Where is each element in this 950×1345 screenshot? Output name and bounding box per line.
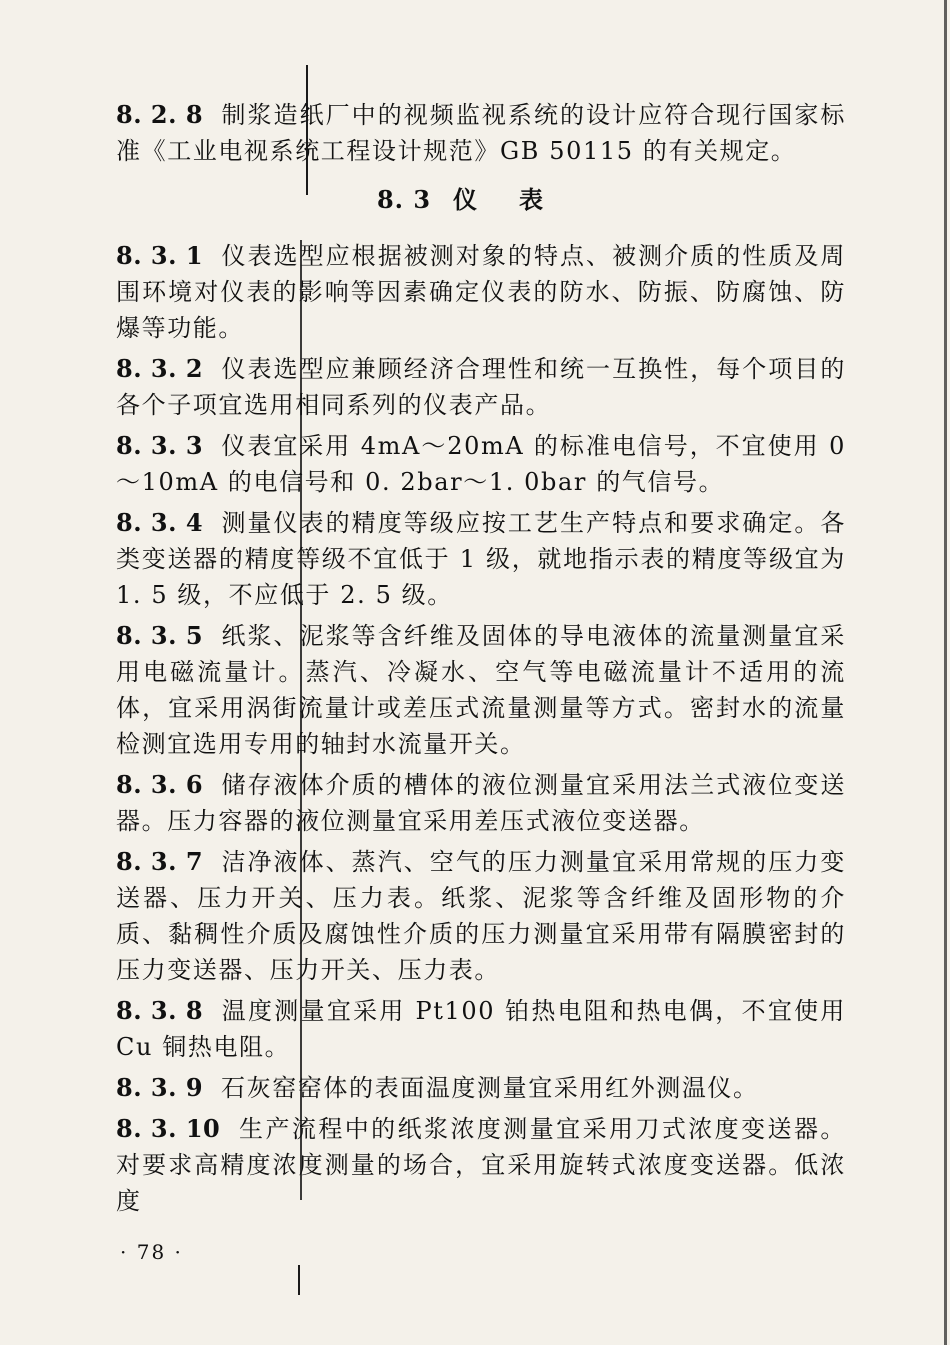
clause-8-3-1 (116, 238, 846, 346)
section-title: 仪表 (453, 185, 586, 214)
clause-8-2-8 (116, 97, 846, 169)
scan-fold-line-bottom (298, 1265, 300, 1295)
clause-number: 8. 2. 8 (116, 100, 204, 129)
page-number: · 78 · (120, 1240, 183, 1264)
clause-8-3-9 (116, 1070, 846, 1106)
clause-number: 8. 3. 5 (116, 621, 204, 650)
clause-number: 8. 3. 6 (116, 770, 204, 799)
clause-8-3-4 (116, 505, 846, 613)
clause-8-3-6 (116, 767, 846, 839)
clause-number: 8. 3. 3 (116, 431, 204, 460)
clause-text: 石灰窑窑体的表面温度测量宜采用红外测温仪。 (221, 1074, 759, 1102)
clause-text: 储存液体介质的槽体的液位测量宜采用法兰式液位变送器。压力容器的液位测量宜采用差压式液位变送器。 (116, 771, 846, 835)
clause-8-3-8 (116, 993, 846, 1065)
clause-text: 仪表选型应兼顾经济合理性和统一互换性，每个项目的各个子项宜选用相同系列的仪表产品。 (116, 355, 846, 419)
clause-number: 8. 3. 10 (116, 1114, 221, 1143)
section-heading (116, 182, 846, 218)
clause-text: 仪表选型应根据被测对象的特点、被测介质的性质及周围环境对仪表的影响等因素确定仪表的防水、防振、防腐蚀、防爆等功能。 (116, 242, 846, 342)
clause-number: 8. 3. 1 (116, 241, 204, 270)
clause-text: 洁净液体、蒸汽、空气的压力测量宜采用常规的压力变送器、压力开关、压力表。纸浆、泥浆等含纤维及固形物的介质、黏稠性介质及腐蚀性介质的压力测量宜采用带有隔膜密封的压力变送器、压力开关、压力表。 (116, 848, 846, 984)
clause-8-3-10 (116, 1111, 846, 1219)
clause-text: 生产流程中的纸浆浓度测量宜采用刀式浓度变送器。对要求高精度浓度测量的场合，宜采用旋转式浓度变送器。低浓度 (116, 1115, 846, 1215)
clause-number: 8. 3. 7 (116, 847, 204, 876)
page-right-edge (944, 0, 947, 1345)
clause-number: 8. 3. 8 (116, 996, 204, 1025)
clause-8-3-5 (116, 618, 846, 762)
clause-text: 纸浆、泥浆等含纤维及固体的导电液体的流量测量宜采用电磁流量计。蒸汽、冷凝水、空气等电磁流量计不适用的流体，宜采用涡街流量计或差压式流量测量等方式。密封水的流量检测宜选用专用的轴封水流量开关。 (116, 622, 846, 758)
clause-text: 制浆造纸厂中的视频监视系统的设计应符合现行国家标准《工业电视系统工程设计规范》GB 50115 的有关规定。 (116, 101, 846, 165)
document-body (116, 97, 846, 1224)
clause-8-3-2 (116, 351, 846, 423)
clause-text: 仪表宜采用 4mA～20mA 的标准电信号，不宜使用 0～10mA 的电信号和 0. 2bar～1. 0bar 的气信号。 (116, 432, 846, 496)
clause-8-3-3 (116, 428, 846, 500)
section-number: 8. 3 (376, 185, 432, 214)
clause-text: 测量仪表的精度等级应按工艺生产特点和要求确定。各类变送器的精度等级不宜低于 1 级，就地指示表的精度等级宜为 1. 5 级，不应低于 2. 5 级。 (116, 509, 846, 609)
clause-number: 8. 3. 9 (116, 1073, 204, 1102)
clause-number: 8. 3. 2 (116, 354, 204, 383)
clause-text: 温度测量宜采用 Pt100 铂热电阻和热电偶，不宜使用 Cu 铜热电阻。 (116, 997, 846, 1061)
clause-8-3-7 (116, 844, 846, 988)
clause-number: 8. 3. 4 (116, 508, 204, 537)
